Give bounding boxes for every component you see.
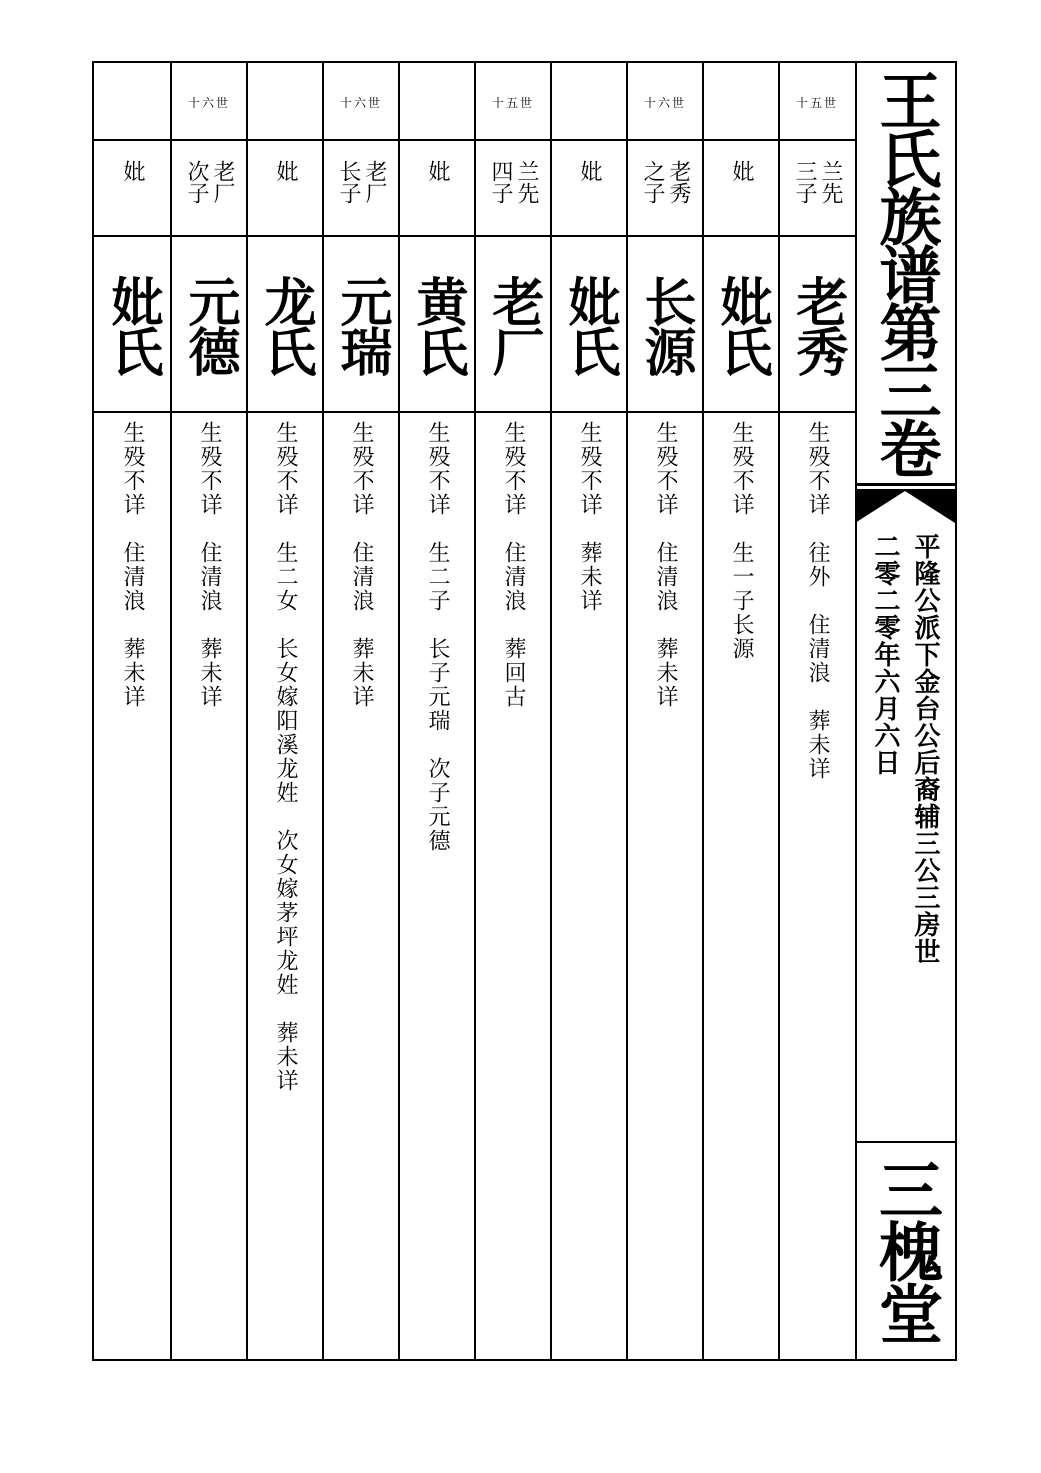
name-cell [627,239,703,411]
relation-text: 老厂次子 [184,160,235,204]
entry-column [475,63,551,1359]
relation-cell [551,143,627,237]
detail-cell [703,413,779,1359]
relation-text: 妣 [425,160,450,182]
relation-text: 老厂长子 [336,160,387,204]
name-cell [399,239,475,411]
relation-cell [323,143,399,237]
relation-text: 兰先三子 [792,160,843,204]
detail-text: 生殁不详 住清浪 葬未详 [349,421,374,709]
relation-text: 妣 [729,160,754,182]
generation-cell [247,63,323,141]
relation-cell [703,143,779,237]
name-text: 元瑞 [331,275,392,375]
generation-cell [171,63,247,141]
title-column [855,63,955,1359]
relation-cell [779,143,855,237]
entry-column [551,63,627,1359]
generation-cell [399,63,475,141]
relation-cell [94,143,170,237]
detail-cell [247,413,323,1359]
relation-text: 兰先四子 [488,160,539,204]
name-text: 黄氏 [407,275,468,375]
hall-name [855,1143,955,1359]
entry-column [703,63,779,1359]
relation-text: 老秀之子 [640,160,691,204]
entry-column [94,63,170,1359]
generation-cell [475,63,551,141]
name-text: 长源 [635,275,696,375]
entry-column [779,63,855,1359]
detail-cell [627,413,703,1359]
name-text: 老厂 [483,275,544,375]
name-text: 妣氏 [711,275,772,375]
generation-text: 十六世 [643,95,686,110]
entry-column [171,63,247,1359]
generation-cell [627,63,703,141]
relation-cell [627,143,703,237]
generation-cell [323,63,399,141]
generation-cell [703,63,779,141]
detail-cell [779,413,855,1359]
detail-text: 生殁不详 住清浪 葬未详 [120,421,145,709]
name-text: 元德 [179,275,240,375]
name-cell [94,239,170,411]
detail-text: 生殁不详 生二子 长子元瑞 次子元德 [425,421,450,853]
book-title [855,63,955,483]
name-text: 龙氏 [255,275,316,375]
relation-cell [475,143,551,237]
detail-text: 生殁不详 生一子长源 [729,421,754,661]
detail-text: 生殁不详 往外 住清浪 葬未详 [805,421,830,781]
relation-text: 妣 [273,160,298,182]
title-column-border [855,63,857,1359]
entry-column [323,63,399,1359]
generation-text: 十六世 [339,95,382,110]
detail-cell [323,413,399,1359]
detail-text: 生殁不详 住清浪 葬未详 [197,421,222,709]
relation-text: 妣 [120,160,145,182]
entry-column [399,63,475,1359]
name-cell [171,239,247,411]
relation-cell [247,143,323,237]
name-cell [779,239,855,411]
detail-cell [94,413,170,1359]
subtitle-area [855,533,955,1133]
detail-text: 生殁不详 住清浪 葬未详 [653,421,678,709]
name-cell [323,239,399,411]
book-title-text: 王氏族谱第三卷 [869,69,942,475]
genealogy-page [92,61,957,1361]
relation-cell [171,143,247,237]
branch-line: 平隆公派下金台公后裔辅三公三房世 [910,533,940,965]
fishtail-marker [855,483,955,523]
detail-text: 生殁不详 生二女 长女嫁阳溪龙姓 次女嫁茅坪龙姓 葬未详 [273,421,298,1093]
detail-cell [475,413,551,1359]
entry-column [247,63,323,1359]
detail-text: 生殁不详 住清浪 葬回古 [501,421,526,709]
name-text: 妣氏 [102,275,163,375]
name-text: 妣氏 [559,275,620,375]
detail-cell [171,413,247,1359]
name-text: 老秀 [787,275,848,375]
relation-cell [399,143,475,237]
generation-text: 十五世 [795,95,838,110]
hall-name-text: 三槐堂 [868,1157,943,1343]
generation-cell [779,63,855,141]
entry-column [627,63,703,1359]
generation-cell [94,63,170,141]
column-divider [170,63,172,1359]
name-cell [703,239,779,411]
relation-text: 妣 [577,160,602,182]
detail-cell [399,413,475,1359]
generation-text: 十六世 [187,95,230,110]
name-cell [475,239,551,411]
detail-cell [551,413,627,1359]
date-line: 二零二零年六月六日 [870,533,900,776]
generation-text: 十五世 [491,95,534,110]
name-cell [551,239,627,411]
name-cell [247,239,323,411]
detail-text: 生殁不详 葬未详 [577,421,602,613]
generation-cell [551,63,627,141]
